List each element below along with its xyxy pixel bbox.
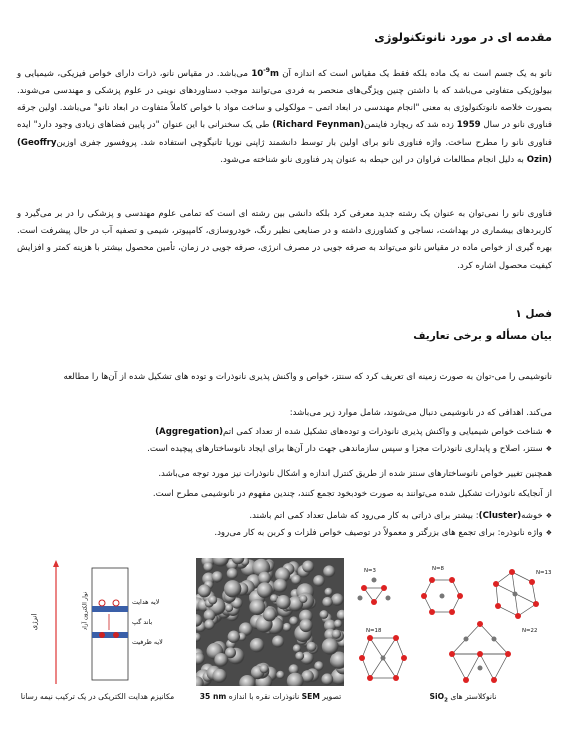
sem-particle — [321, 673, 333, 685]
chapter-title: بیان مسأله و برخی تعاریف — [413, 330, 552, 342]
goals-list — [17, 424, 552, 458]
bullet-icon: ❖ — [545, 512, 552, 520]
sem-particle — [307, 642, 317, 652]
intro-text-c: زده شد که ریچارد فاینمن — [364, 120, 457, 131]
feynman-name: (Richard Feynman) — [272, 120, 365, 131]
band-frame — [92, 568, 128, 680]
intro-paragraph-2: فناوری نانو را نمی‌توان به عنوان یک رشته جدید معرفی کرد بلکه دانشی بین رشته ای است که تمامی علوم مهندسی و پزشکی را در بر می‌گیرد و کاربردهای بیشماری در بهداشت، نساجی و کشاورزی داشته و در صنایعی نظیر رنگ، خودروسازی، کامپیوتر، شیمی و تصفیه آب در حال پیشرفت است. بهره گیری از خواص ماده در مقیاس نانو می‌تواند به صرفه جویی در مصرف انرژی، صرفه جویی در زمان، تأمین محصول بیشتر با هزینه کمتر و افزایش کیفیت محصول اشاره کرد. — [17, 209, 552, 271]
sem-particle — [331, 593, 343, 605]
hole — [99, 632, 105, 638]
sem-particle — [323, 565, 335, 577]
band-diagram-caption: مکانیزم هدایت الکتریکی در یک ترکیب نیمه رسانا — [20, 692, 175, 701]
conduction-label: لایه هدایت — [132, 598, 160, 606]
sem-particle — [332, 630, 341, 639]
intro-text-e: به دلیل انجام مطالعات فراوان در این حیطه به عنوان پدر فناوری نانو شناخته می‌شود. — [220, 154, 527, 165]
sem-particle — [249, 599, 265, 615]
sem-particle — [325, 588, 333, 596]
energy-label: انرژی — [30, 613, 39, 631]
sem-particle — [289, 616, 298, 625]
concepts-list — [17, 508, 552, 542]
sem-particle — [320, 610, 329, 619]
nanocluster-figure — [352, 558, 552, 688]
sem-particle — [291, 575, 301, 585]
sem-particle — [213, 669, 227, 683]
sem-particle — [276, 595, 290, 609]
intro-text-a: نانو به یک جسم است نه یک ماده بلکه فقط یک مقیاس است که اندازه آن — [278, 68, 552, 79]
sem-particle — [293, 644, 301, 652]
cluster-n22 — [449, 621, 511, 683]
cluster-label: N=22 — [522, 628, 538, 634]
sem-particle — [272, 636, 284, 648]
sem-particle — [214, 653, 228, 667]
arrow-up-icon — [53, 560, 59, 567]
section-line-1: همچنین تغییر خواص نانوساختارهای سنتز شده از طریق کنترل اندازه و اشکال نانوذرات نیز مورد توجه می‌باشد. — [158, 469, 552, 479]
cluster-n3 — [358, 578, 391, 606]
list-item: ❖سنتز، اصلاح و پایداری نانوذرات مجزا و سپس سازماندهی جهت دار آن‌ها برای ایجاد نانوساختارهای پیچیده است. — [147, 444, 552, 455]
section-paragraph-1: نانوشیمی را می-توان به صورت زمینه ای تعریف کرد که سنتز، خواص و واکنش پذیری نانوذرات و توده های تشکیل شده از آن‌ها را مطالعه — [63, 372, 552, 382]
sem-particle — [273, 579, 287, 593]
electron — [99, 600, 105, 606]
free-electron-label: نوار الکترون آزاد — [82, 591, 89, 631]
electron — [113, 600, 119, 606]
sem-particle — [208, 596, 217, 605]
ozin-name: (Geoffry Ozin) — [17, 137, 552, 165]
sem-particle — [322, 597, 332, 607]
sem-particle — [295, 652, 304, 661]
page-title: مقدمه ای در مورد نانوتکنولوژی — [374, 30, 552, 44]
sem-particle — [198, 584, 211, 597]
section-paragraph-2: می‌کند. اهدافی که در نانوشیمی دنبال می‌شوند، شامل موارد زیر می‌باشد: — [289, 408, 552, 418]
intro-text-b: می‌باشد. در مقیاس نانو، ذرات دارای خواص فیزیکی، شیمیایی و بیولوژیکی متفاوتی می‌باشد که با داشتن چنین ویژگی‌های منحصر به فردی می‌توانند موجب دستاوردهای نوینی در علوم پزشکی و مهندسی می‌شوند. بصورت خلاصه نانوتکنولوژی به معنی "انجام مهندسی در ابعاد اتمی – مولکولی و ساخت مواد با خواص کاملاً متفاوت در ابعاد نانو" می‌باشد. اولین جرقه فناوری نانو در سال — [17, 68, 552, 131]
cluster-label: N=3 — [364, 568, 376, 574]
cluster-label: N=18 — [366, 628, 382, 634]
cluster-label: N=8 — [432, 566, 444, 572]
cluster-n13 — [493, 569, 539, 619]
sem-particle — [334, 620, 342, 628]
cluster-label: N=13 — [536, 570, 552, 576]
valence-label: لایه ظرفیت — [132, 638, 163, 646]
section-line-2: از آنجایکه نانوذرات تشکیل شده می‌توانند به صورت خودبخود تجمع کنند، چندین مفهوم در نانوشیمی مطرح است. — [152, 489, 552, 499]
cluster-n8 — [421, 577, 463, 615]
cluster-n18 — [359, 635, 407, 681]
sem-particle — [212, 571, 223, 582]
sem-particle — [260, 664, 269, 673]
sem-image — [196, 558, 344, 686]
sem-particle — [250, 638, 264, 652]
bullet-icon: ❖ — [545, 428, 552, 436]
sem-particle — [203, 562, 213, 572]
sem-particle — [227, 568, 238, 579]
sem-particle — [224, 580, 241, 597]
gap-label: باند گپ — [132, 618, 153, 626]
intro-text-d: طی یک سخنرانی با این عنوان "در پایین فضاهای زیادی وجود دارد" ایده فناوری نانو را مطرح ساخت. واژه فناوری نانو برای اولین بار توسط دانشمند ژاپنی نوریا تانیگوچی استفاده شد. پروفسور جفری اوزین — [17, 120, 552, 148]
valence-band — [92, 632, 128, 638]
nano-size: $10^{-9}m$ — [251, 67, 279, 79]
hole — [113, 632, 119, 638]
sem-caption: تصویر SEM نانوذرات نقره با اندازه 35 nm — [199, 692, 342, 701]
list-item: ❖خوشه(Cluster): بیشتر برای ذراتی به کار می‌رود که شامل تعداد کمی اتم باشند. — [249, 511, 552, 521]
sem-particle — [299, 595, 307, 603]
sem-particle — [276, 671, 284, 679]
sem-particle — [313, 575, 324, 586]
list-item: ❖واژه نانوذره: برای تجمع های بزرگتر و معمولاً در توصیف خواص فلزات و کربن به کار می‌رود. — [214, 528, 552, 539]
sem-particle — [257, 582, 273, 598]
sem-particle — [283, 623, 292, 632]
bullet-icon: ❖ — [545, 529, 552, 538]
band-diagram-figure — [20, 558, 170, 688]
sem-image-figure — [196, 558, 344, 686]
list-item: ❖شناخت خواص شیمیایی و واکنش پذیری نانوذرات و توده‌های تشکیل شده از تعداد کمی اتم(Aggregation) — [155, 427, 552, 437]
sem-particle — [204, 619, 214, 629]
bullet-icon: ❖ — [545, 445, 552, 454]
nanocluster-diagram — [352, 558, 552, 688]
sem-particle — [263, 608, 276, 621]
intro-paragraph-1 — [17, 62, 552, 169]
sem-particle — [322, 638, 339, 655]
sem-particle — [299, 619, 312, 632]
chapter-number: فصل ۱ — [515, 308, 552, 320]
sem-particle — [302, 561, 314, 573]
conduction-band — [92, 606, 128, 612]
cluster-caption: نانوکلاستر های SiO$_2$ — [429, 692, 497, 704]
sem-particle — [228, 631, 240, 643]
year-1959: 1959 — [456, 120, 481, 131]
